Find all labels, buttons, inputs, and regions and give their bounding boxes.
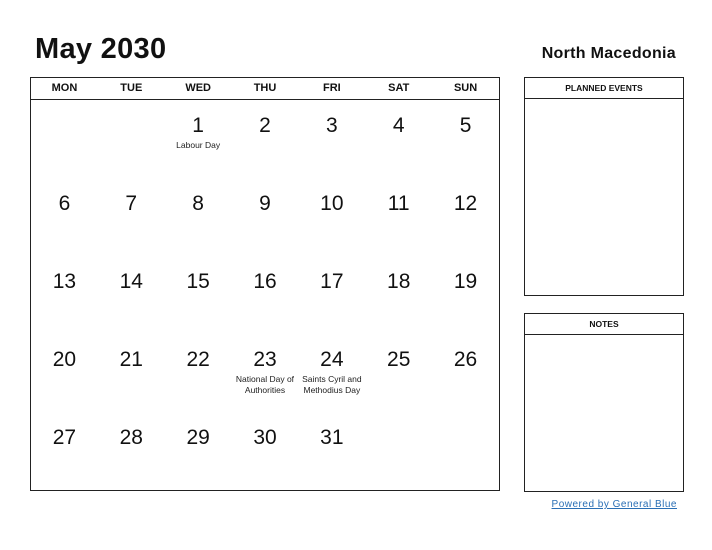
day-cell [298,334,365,412]
day-number: 3 [326,114,338,137]
day-cell [165,256,232,334]
day-cell [31,256,98,334]
calendar-grid [30,77,500,491]
day-cell [365,412,432,490]
day-cell [31,334,98,412]
day-cell [232,100,299,178]
weekday-label: SUN [453,82,478,94]
day-cell [365,178,432,256]
day-cell [31,412,98,490]
day-cell [98,412,165,490]
day-number: 13 [52,270,77,293]
planned-events-panel [524,77,684,296]
day-number: 1 [192,114,204,137]
day-cell [98,100,165,178]
day-cell [432,334,499,412]
day-number: 19 [453,270,478,293]
day-cell [298,412,365,490]
weekday-label: TUE [120,82,143,94]
day-cell [298,256,365,334]
day-number: 11 [387,192,410,215]
calendar-body [31,100,499,490]
powered-by-link[interactable]: Powered by General Blue [551,499,677,510]
day-number: 22 [186,348,210,371]
holiday-label: Saints Cyril and Methodius Day [302,374,362,395]
day-number: 24 [320,348,344,371]
day-cell [432,100,499,178]
day-number: 26 [453,348,478,371]
day-cell [165,334,232,412]
day-cell [298,100,365,178]
holiday-label: Labour Day [176,140,221,150]
day-cell [31,100,98,178]
day-number: 10 [320,192,344,215]
day-cell [165,412,232,490]
weekday-label: MON [51,82,78,94]
page-title: May 2030 [35,33,167,65]
day-number: 25 [387,348,411,371]
day-number: 6 [58,192,71,215]
day-number: 30 [253,426,277,449]
weekday-label: SAT [388,82,410,94]
day-number: 27 [52,426,77,449]
weekday-label: WED [185,82,211,94]
day-number: 23 [253,348,277,371]
day-cell [98,256,165,334]
day-number: 17 [320,270,344,293]
day-number: 8 [192,192,204,215]
day-cell [432,256,499,334]
weekday-header [31,78,499,100]
day-number: 28 [119,426,143,449]
day-number: 21 [119,348,143,371]
day-cell [432,412,499,490]
country-name: North Macedonia [541,45,676,62]
day-number: 9 [259,192,271,215]
day-cell [298,178,365,256]
day-cell [98,334,165,412]
day-cell [365,334,432,412]
notes-heading: NOTES [525,314,683,335]
day-cell [365,256,432,334]
holiday-label: National Day of Authorities [235,374,295,395]
day-cell [232,412,299,490]
day-number: 5 [459,114,472,137]
day-cell [232,256,299,334]
weekday-label: THU [253,82,277,94]
day-cell [232,178,299,256]
day-number: 12 [453,192,478,215]
day-cell [165,100,232,178]
day-cell [432,178,499,256]
day-number: 31 [320,426,344,449]
day-number: 2 [259,114,271,137]
day-number: 7 [125,192,138,215]
day-cell [31,178,98,256]
notes-panel [524,313,684,492]
day-cell [165,178,232,256]
day-cell [232,334,299,412]
day-number: 29 [186,426,210,449]
day-number: 16 [253,270,277,293]
weekday-label: FRI [323,82,341,94]
day-number: 15 [186,270,210,293]
day-number: 14 [119,270,143,293]
day-cell [365,100,432,178]
day-number: 20 [52,348,77,371]
planned-events-heading: PLANNED EVENTS [525,78,683,99]
day-cell [98,178,165,256]
day-number: 18 [387,270,411,293]
day-number: 4 [392,114,405,137]
